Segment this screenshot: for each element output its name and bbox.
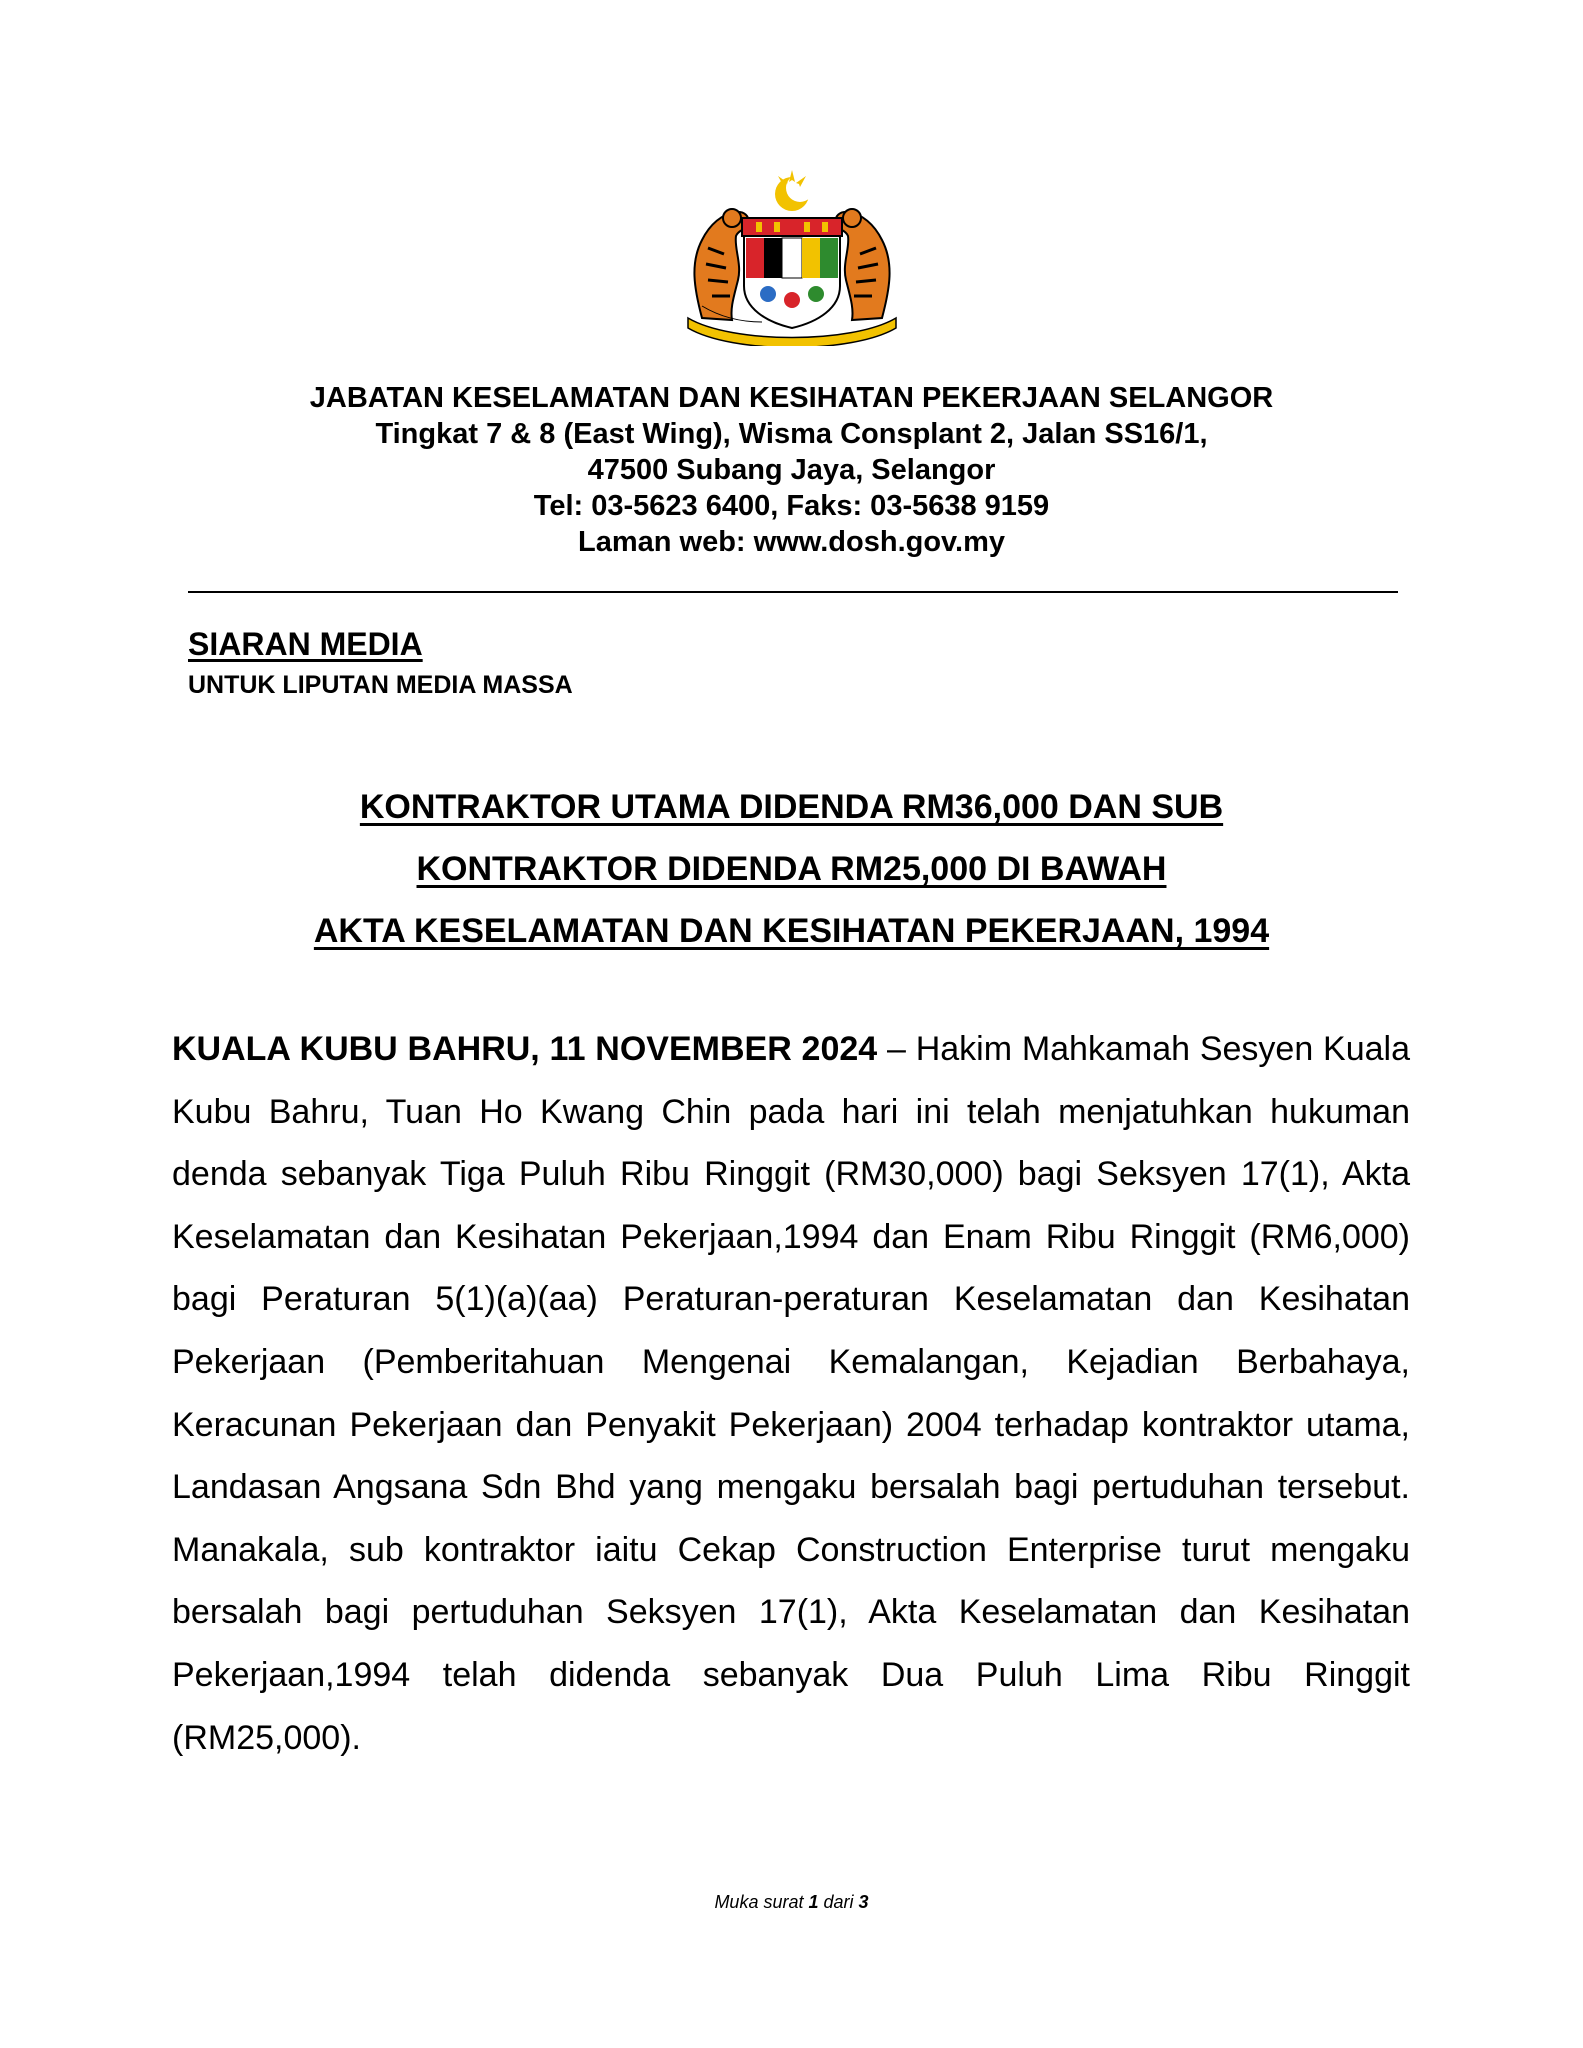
- agency-name: JABATAN KESELAMATAN DAN KESIHATAN PEKERJAAN SELANGOR: [309, 382, 1274, 414]
- page-footer: [0, 1892, 1583, 1913]
- dateline: KUALA KUBU BAHRU, 11 NOVEMBER 2024: [172, 1030, 878, 1068]
- media-release-subtitle: UNTUK LIPUTAN MEDIA MASSA: [188, 671, 573, 699]
- headline-line-3: AKTA KESELAMATAN DAN KESIHATAN PEKERJAAN, 1994: [313, 912, 1270, 950]
- footer-total-pages: 3: [858, 1892, 869, 1912]
- body-text: – Hakim Mahkamah Sesyen Kuala Kubu Bahru, Tuan Ho Kwang Chin pada hari ini telah menjatuhkan hukuman denda sebanyak Tiga Puluh Ribu Ringgit (RM30,000) bagi Seksyen 17(1), Akta Keselamatan dan Kesihatan Pekerjaan,1994 dan Enam Ribu Ringgit (RM6,000) bagi Peraturan 5(1)(a)(aa) Peraturan-peraturan Keselamatan dan Kesihatan Pekerjaan (Pemberitahuan Mengenai Kemalangan, Kejadian Berbahaya, Keracunan Pekerjaan dan Penyakit Pekerjaan) 2004 terhadap kontraktor utama, Landasan Angsana Sdn Bhd yang mengaku bersalah bagi pertuduhan tersebut. Manakala, sub kontraktor iaitu Cekap Construction Enterprise turut mengaku bersalah bagi pertuduhan Seksyen 17(1), Akta Keselamatan dan Kesihatan Pekerjaan,1994 telah didenda sebanyak Dua Puluh Lima Ribu Ringgit (RM25,000).: [172, 1030, 1410, 1757]
- body-paragraph: [172, 1018, 1410, 1769]
- headline-line-2: KONTRAKTOR DIDENDA RM25,000 DI BAWAH: [416, 850, 1167, 888]
- media-release-title: SIARAN MEDIA: [188, 626, 423, 662]
- address-line-2: 47500 Subang Jaya, Selangor: [587, 454, 996, 486]
- footer-middle: dari: [818, 1892, 859, 1912]
- letterhead-divider: [188, 591, 1398, 593]
- headline: [190, 776, 1393, 962]
- footer-prefix: Muka surat: [714, 1892, 809, 1912]
- letterhead: [190, 380, 1393, 560]
- malaysia-coat-of-arms-icon: [672, 168, 912, 346]
- address-line-1: Tingkat 7 & 8 (East Wing), Wisma Consplant 2, Jalan SS16/1,: [375, 418, 1208, 450]
- contact-line: Tel: 03-5623 6400, Faks: 03-5638 9159: [533, 490, 1050, 522]
- website-line: Laman web: www.dosh.gov.my: [578, 526, 1005, 558]
- footer-current-page: 1: [808, 1892, 819, 1912]
- headline-line-1: KONTRAKTOR UTAMA DIDENDA RM36,000 DAN SUB: [359, 788, 1224, 826]
